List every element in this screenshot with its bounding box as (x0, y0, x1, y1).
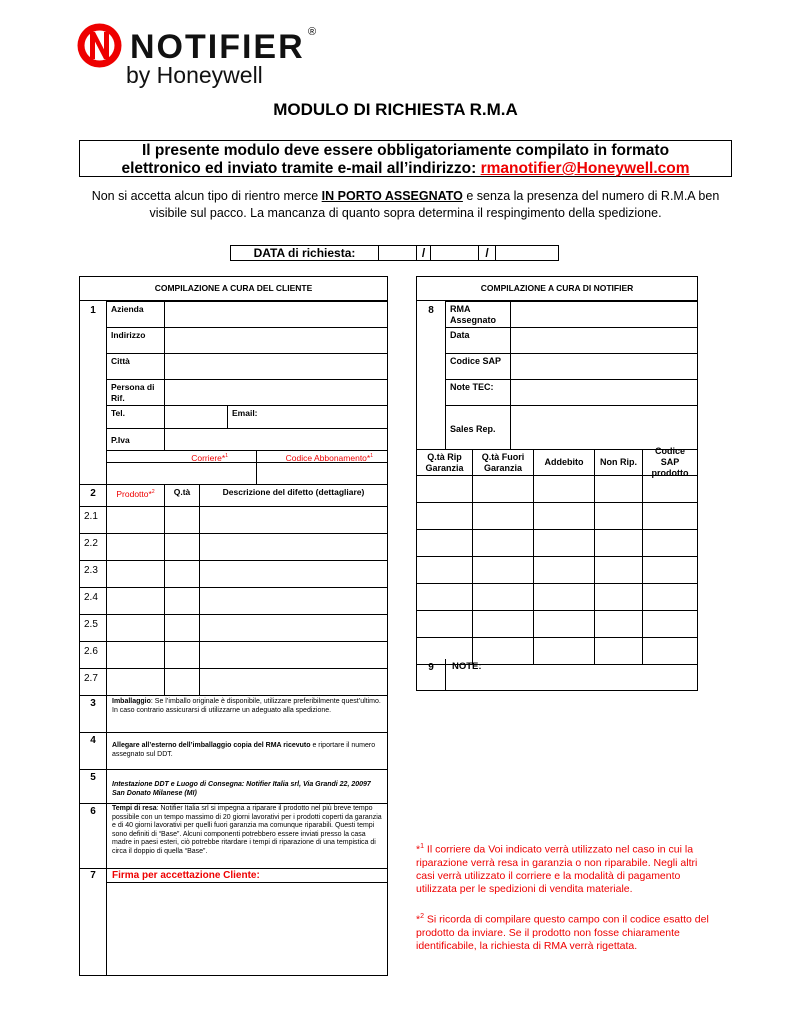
repair-cell[interactable] (594, 610, 643, 638)
repair-col-header: Q.tà Fuori Garanzia (472, 449, 534, 476)
descr-cell[interactable] (199, 533, 388, 561)
repair-cell[interactable] (533, 583, 595, 611)
notifier-section (416, 276, 698, 691)
date-day-field[interactable] (379, 246, 417, 260)
signature-field[interactable] (107, 883, 387, 975)
notice-line1: Il presente modulo deve essere obbligatoriamente compilato in formato (141, 142, 670, 159)
number-column-divider (445, 659, 446, 691)
prodotto-cell[interactable] (106, 560, 165, 588)
qta-cell[interactable] (164, 641, 200, 669)
label-citta: Città (106, 353, 165, 380)
repair-cell[interactable] (533, 502, 595, 530)
repair-cell[interactable] (472, 583, 534, 611)
date-month-field[interactable] (431, 246, 479, 260)
firma-label: Firma per accettazione Cliente: (112, 870, 260, 881)
prodotto-cell[interactable] (106, 533, 165, 561)
repair-cell[interactable] (533, 610, 595, 638)
row-divider (79, 587, 107, 588)
notifier-emblem-icon (76, 22, 123, 69)
persona-field[interactable] (164, 379, 388, 406)
qta-header: Q.tà (164, 484, 200, 507)
label-sales-rep: Sales Rep. (445, 405, 511, 450)
repair-cell[interactable] (642, 502, 698, 530)
codice-abbonamento-label: Codice Abbonamento*$^1$ (256, 450, 388, 463)
repair-cell[interactable] (533, 637, 595, 665)
descr-header: Descrizione del difetto (dettagliare) (199, 484, 388, 507)
prodotto-cell[interactable] (106, 668, 165, 696)
repair-cell[interactable] (594, 637, 643, 665)
indirizzo-field[interactable] (164, 327, 388, 354)
date-separator: / (479, 246, 496, 260)
prodotto-header: Prodotto*$^2$ (106, 484, 165, 507)
date-row (230, 245, 559, 261)
repair-cell[interactable] (416, 529, 473, 557)
descr-cell[interactable] (199, 614, 388, 642)
row-divider (79, 641, 107, 642)
email-field[interactable]: Email: (227, 405, 388, 429)
label-data: Data (445, 327, 511, 354)
section-number: 2 (90, 488, 96, 499)
repair-cell[interactable] (642, 529, 698, 557)
descr-cell[interactable] (199, 668, 388, 696)
repair-cell[interactable] (594, 529, 643, 557)
label-codice-sap: Codice SAP (445, 353, 511, 380)
footnote-2: *$^2$ Si ricorda di compilare questo campo con il codice esatto del prodotto da inviare. Se il prodotto non fosse chiaramente identificabile, la richiesta di RMA verrà rigettata. (416, 913, 709, 952)
section-number: 7 (90, 870, 96, 881)
row-divider (79, 560, 107, 561)
section-divider (79, 695, 388, 696)
prodotto-cell[interactable] (106, 641, 165, 669)
section-number: 8 (428, 305, 434, 316)
notice-line2: elettronico ed inviato tramite e-mail all’indirizzo: rmanotifier@Honeywell.com (121, 160, 690, 177)
customer-header: COMPILAZIONE A CURA DEL CLIENTE (79, 276, 388, 301)
section-number: 9 (428, 662, 434, 673)
intestazione-text: Intestazione DDT e Luogo di Consegna: Notifier Italia srl, Via Grandi 22, 20097 San Donato Milanese (MI) (112, 781, 371, 797)
row-number: 2.5 (84, 619, 98, 630)
repair-cell[interactable] (472, 610, 534, 638)
tel-field[interactable] (164, 405, 228, 429)
data-field[interactable] (510, 327, 698, 354)
row-number: 2.1 (84, 511, 98, 522)
repair-col-header: Codice SAP prodotto (642, 449, 698, 476)
repair-cell[interactable] (416, 475, 473, 503)
section-number: 1 (90, 305, 96, 316)
section-number: 5 (90, 772, 96, 783)
citta-field[interactable] (164, 353, 388, 380)
repair-cell[interactable] (472, 475, 534, 503)
tempi-resa-text: Tempi di resa: Notifier Italia srl si impegna a riparare il prodotto nel più breve tempo possibile con un tempo massimo di 20 giorni lavorativi per i prodotti coperti da garanzia e di 40 giorni lavorativi per quelli fuori garanzia ma comunque riparabili. Questi tempi sono definiti di “Base”. Alcuni componenti potrebbero essere inviati presso la casa madre in paesi esteri, ciò potrebbe ritardare i tempi di riparazione di una tempistica di circa il doppio di quella “Base”. (112, 805, 382, 855)
label-tel: Tel. (106, 405, 165, 429)
footnote-1: *$^1$ Il corriere da Voi indicato verrà utilizzato nel caso in cui la riparazione verrà resa in garanzia o non riparabile. Negli altri casi verrà utilizzato il corriere e la modalità di pagamento utilizzata per le spedizioni di vendita materiale. (416, 843, 698, 895)
descr-cell[interactable] (199, 641, 388, 669)
corriere-label: Corriere*$^1$ (106, 450, 257, 463)
repair-cell[interactable] (642, 610, 698, 638)
repair-cell[interactable] (594, 583, 643, 611)
page-title: MODULO DI RICHIESTA R.M.A (273, 100, 518, 119)
qta-cell[interactable] (164, 506, 200, 534)
repair-cell[interactable] (416, 583, 473, 611)
repair-col-header: Q.tà Rip Garanzia (416, 449, 473, 476)
repair-col-header: Non Rip. (594, 449, 643, 476)
imballaggio-text: Imballaggio: Se l’imballo originale è disponibile, utilizzare preferibilmente quest’ultimo. In caso contrario assicurarsi di utilizzarne un adeguato alla spedizione. (112, 698, 381, 714)
intro-text: Non si accetta alcun tipo di rientro merce IN PORTO ASSEGNATO e senza la presenza del numero di R.M.A ben visibile sul pacco. La mancanza di quanto sopra determina il respingimento della spedizione. (91, 189, 720, 220)
codice-abbonamento-field[interactable] (256, 462, 388, 485)
row-divider (79, 668, 107, 669)
email-link[interactable]: rmanotifier@Honeywell.com (480, 160, 690, 177)
prodotto-cell[interactable] (106, 614, 165, 642)
customer-section (79, 276, 388, 976)
repair-col-header: Addebito (533, 449, 595, 476)
section-number: 6 (90, 806, 96, 817)
codice-sap-field[interactable] (510, 353, 698, 380)
row-number: 2.7 (84, 673, 98, 684)
label-azienda: Azienda (106, 301, 165, 328)
repair-cell[interactable] (594, 475, 643, 503)
row-number: 2.4 (84, 592, 98, 603)
notifier-header: COMPILAZIONE A CURA DI NOTIFIER (416, 276, 698, 301)
note-label: NOTE: (452, 661, 482, 672)
label-persona: Persona di Rif. (106, 379, 165, 406)
row-number: 2.6 (84, 646, 98, 657)
registered-mark: ® (308, 26, 317, 38)
brand-name: NOTIFIER (130, 28, 305, 66)
label-note-tec: Note TEC: (445, 379, 511, 406)
repair-cell[interactable] (472, 502, 534, 530)
note-tec-field[interactable] (510, 379, 698, 406)
row-number: 2.3 (84, 565, 98, 576)
repair-cell[interactable] (642, 583, 698, 611)
corriere-field[interactable] (106, 462, 257, 485)
repair-cell[interactable] (472, 556, 534, 584)
repair-cell[interactable] (594, 502, 643, 530)
repair-cell[interactable] (594, 556, 643, 584)
qta-cell[interactable] (164, 587, 200, 615)
label-piva: P.Iva (106, 428, 165, 451)
azienda-field[interactable] (164, 301, 388, 328)
repair-cell[interactable] (472, 529, 534, 557)
row-divider (79, 533, 107, 534)
row-divider (79, 614, 107, 615)
date-year-field[interactable] (496, 246, 558, 260)
repair-cell[interactable] (642, 475, 698, 503)
qta-cell[interactable] (164, 614, 200, 642)
label-indirizzo: Indirizzo (106, 327, 165, 354)
rma-field[interactable] (510, 301, 698, 328)
repair-cell[interactable] (533, 556, 595, 584)
repair-cell[interactable] (416, 556, 473, 584)
section-divider (79, 868, 388, 869)
descr-cell[interactable] (199, 560, 388, 588)
section-divider (79, 769, 388, 770)
piva-field[interactable] (164, 428, 388, 451)
repair-cell[interactable] (642, 556, 698, 584)
section-divider (79, 803, 388, 804)
section-number: 4 (90, 735, 96, 746)
qta-cell[interactable] (164, 533, 200, 561)
date-separator: / (417, 246, 431, 260)
notice-box (79, 140, 732, 177)
qta-cell[interactable] (164, 560, 200, 588)
repair-cell[interactable] (642, 637, 698, 665)
qta-cell[interactable] (164, 668, 200, 696)
prodotto-cell[interactable] (106, 587, 165, 615)
repair-cell[interactable] (533, 475, 595, 503)
section-divider (79, 732, 388, 733)
row-divider (79, 506, 107, 507)
prodotto-cell[interactable] (106, 506, 165, 534)
brand-tagline: by Honeywell (126, 62, 263, 88)
sales-rep-field[interactable] (510, 405, 698, 450)
repair-cell[interactable] (533, 529, 595, 557)
repair-cell[interactable] (416, 502, 473, 530)
intro-highlight: IN PORTO ASSEGNATO (321, 189, 463, 203)
section-number: 3 (90, 698, 96, 709)
label-rma: RMA Assegnato (445, 301, 511, 328)
notifier-logo (76, 22, 336, 92)
date-label: DATA di richiesta: (231, 246, 379, 260)
descr-cell[interactable] (199, 587, 388, 615)
row-number: 2.2 (84, 538, 98, 549)
descr-cell[interactable] (199, 506, 388, 534)
repair-cell[interactable] (416, 610, 473, 638)
allegare-text: Allegare all’esterno dell’imballaggio copia del RMA ricevuto e riportare il numero assegnato sul DDT. (112, 742, 376, 758)
